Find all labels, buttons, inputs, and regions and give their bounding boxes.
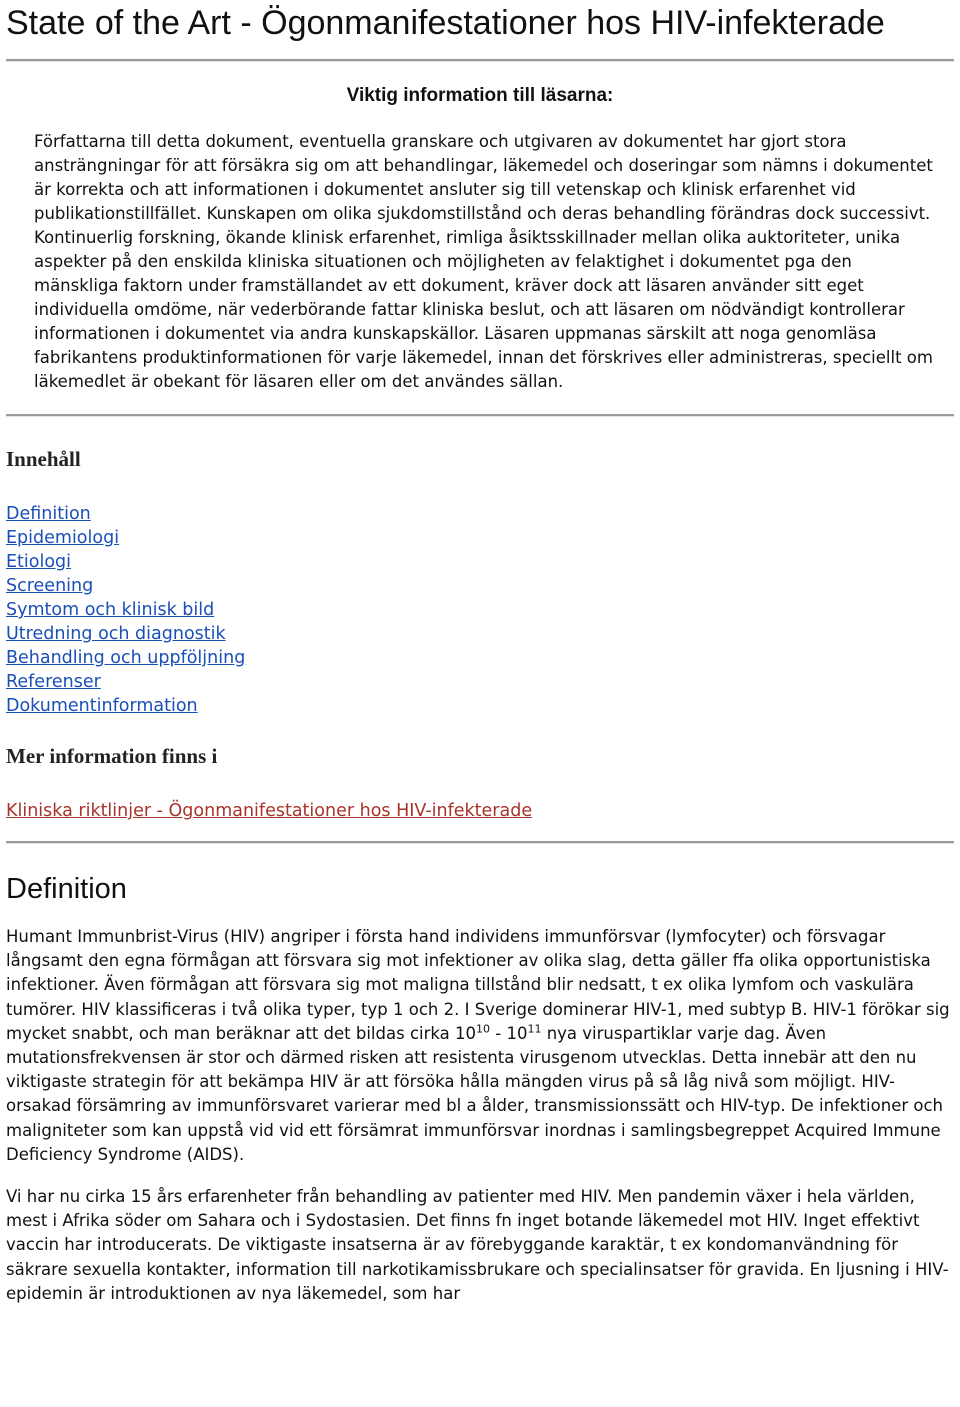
toc-item bbox=[6, 550, 954, 574]
guidelines-link[interactable]: Kliniska riktlinjer - Ögonmanifestationer hos HIV-infekterade bbox=[6, 801, 533, 821]
toc-heading: Innehåll bbox=[6, 447, 81, 471]
def-p1-exponent-a: 10 bbox=[476, 1022, 491, 1036]
more-info-heading: Mer information finns i bbox=[6, 744, 218, 768]
toc-link-dokumentinformation[interactable]: Dokumentinformation bbox=[6, 696, 198, 716]
toc-item bbox=[6, 502, 954, 526]
toc-section bbox=[6, 417, 954, 718]
toc-item bbox=[6, 526, 954, 550]
def-p1-text-b: - 10 bbox=[490, 1023, 528, 1043]
toc-link-utredning[interactable]: Utredning och diagnostik bbox=[6, 624, 226, 644]
toc-item bbox=[6, 670, 954, 694]
more-info-section bbox=[6, 718, 954, 823]
definition-paragraph-2: Vi har nu cirka 15 års erfarenheter från behandling av patienter med HIV. Men pandemin växer i hela världen, mest i Afrika söder om Sahara och i Sydostasien. Det finns fn inget botande läkemedel mot HIV. Inget effektivt vaccin har introducerats. De viktigaste insatserna är av förebyggande karaktär, t ex kondomanvändning för säkrare sexuella kontakter, information till narkotikamissbrukare och specialinsatser för gravida. En ljusning i HIV-epidemin är introduktionen av nya läkemedel, som har bbox=[6, 1187, 949, 1303]
def-p1-text-a: Humant Immunbrist-Virus (HIV) angriper i första hand individens immunförsvar (lymfocyter) och försvagar långsamt den egna förmågan att försvara sig mot infektioner av olika slag, detta gäller ffa olika opportunistiska infektioner. Även förmågan att försvara sig mot maligna tillstånd blir nedsatt, t ex olika lymfom och vaskulära tumörer. HIV klassificeras i två olika typer, typ 1 och 2. I Sverige dominerar HIV-1, med subtyp B. HIV-1 förökar sig mycket snabbt, och man beräknar att det bildas cirka 10 bbox=[6, 927, 950, 1043]
toc-item bbox=[6, 646, 954, 670]
notice-heading: Viktig information till läsarna: bbox=[346, 85, 614, 106]
def-p1-exponent-b: 11 bbox=[527, 1022, 542, 1036]
toc-link-definition[interactable]: Definition bbox=[6, 504, 91, 524]
toc-item bbox=[6, 694, 954, 718]
toc-link-referenser[interactable]: Referenser bbox=[6, 672, 101, 692]
notice-full-text: Kontinuerlig forskning, ökande klinisk erfarenhet, rimliga åsiktsskillnader mellan olika auktoriteter, unika aspekter på den enskilda kliniska situationen och möjligheten av felaktighet i dokumentet pga den mänskliga faktorn under framställandet av ett dokument, kräver dock att läsaren använder sitt eget individuella omdöme, när vederbörande fattar kliniska beslut, och att läsaren om nödvändigt kontrollerar informationen i dokumentet via andra kunskapskällor. Läsaren uppmanas särskilt att noga genomläsa fabrikantens produktinformationen för varje läkemedel, innan det förskrives eller administreras, speciellt om läkemedlet är obekant för läsaren eller om det användes sällan. bbox=[34, 228, 933, 391]
notice-paragraph-intro bbox=[6, 130, 954, 394]
toc-list bbox=[6, 502, 954, 718]
definition-section bbox=[6, 844, 954, 1306]
toc-item bbox=[6, 574, 954, 598]
definition-heading: Definition bbox=[6, 873, 127, 905]
definition-paragraph-1 bbox=[6, 925, 954, 1167]
notice-intro-text: Författarna till detta dokument, eventuella granskare och utgivaren av dokumentet har gjort stora ansträngningar för att försäkra sig om att behandlingar, läkemedel och doseringar som nämns i dokumentet är korrekta och att informationen i dokumentet ansluter sig till vetenskap och klinisk erfarenhet vid publikationstillfället. Kunskapen om olika sjukdomstillstånd och deras behandling förändras dock successivt. bbox=[34, 132, 933, 223]
def-p1-text-c: nya viruspartiklar varje dag. Även mutationsfrekvensen är stor och därmed risken att resistenta virusgenom utvecklas. Detta innebär att den nu viktigaste strategin för att bekämpa HIV är att försöka hålla mängden virus på så låg nivå som möjligt. HIV-orsakad försämring av immunförsvaret varierar med bl a ålder, transmissionssätt och HIV-typ. De infektioner och maligniteter som kan uppstå vid vid ett försämrat immunförsvar inordnas i samlingsbegreppet Acquired Immune Deficiency Syndrome (AIDS). bbox=[6, 1023, 943, 1164]
toc-link-etiologi[interactable]: Etiologi bbox=[6, 552, 72, 572]
toc-link-behandling[interactable]: Behandling och uppföljning bbox=[6, 648, 246, 668]
toc-item bbox=[6, 622, 954, 646]
toc-link-epidemiologi[interactable]: Epidemiologi bbox=[6, 528, 120, 548]
page-title: State of the Art - Ögonmanifestationer hos HIV-infekterade bbox=[6, 4, 885, 42]
reader-notice bbox=[6, 62, 954, 394]
definition-body bbox=[6, 907, 954, 1306]
toc-link-screening[interactable]: Screening bbox=[6, 576, 94, 596]
toc-item bbox=[6, 598, 954, 622]
toc-link-symtom[interactable]: Symtom och klinisk bild bbox=[6, 600, 215, 620]
